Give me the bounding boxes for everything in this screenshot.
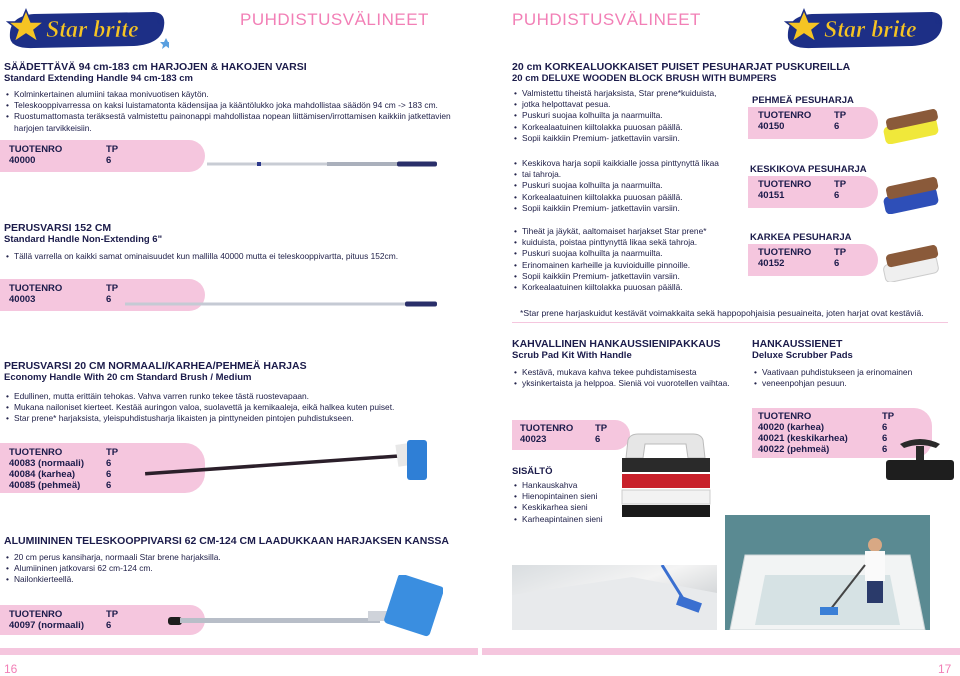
bullet: • Puskuri suojaa kolhuilta ja naarmuilta. <box>522 110 747 121</box>
col-code-header: TUOTENRO <box>758 247 812 258</box>
contents-item: • Hankauskahva <box>522 480 603 491</box>
bullet: • 20 cm perus kansiharja, normaali Star brene harjaksilla. <box>14 552 474 563</box>
section-subtitle: Scrub Pad Kit With Handle <box>512 350 632 361</box>
section-subtitle: Standard Extending Handle 94 cm-183 cm <box>4 73 194 84</box>
col-code-header: TUOTENRO <box>758 179 812 190</box>
product-tp: 6 <box>106 155 112 166</box>
bullet: • Tällä varrella on kaikki samat ominaisuudet kun mallilla 40000 mutta ei teleskooppivartta, pituus 152cm. <box>14 251 474 262</box>
standard-handle-image <box>125 295 440 313</box>
product-tp: 6 <box>106 620 112 631</box>
product-table-40151 <box>748 176 878 208</box>
section-wooden-brushes <box>512 61 952 84</box>
bullets-stiff-brush <box>512 226 747 293</box>
col-tp-header: TP <box>106 283 119 294</box>
bullet: • Star prene* harjaksista, yleispuhdistusharja likaisten ja pinttyneiden pintojen puhdistukseen. <box>14 413 474 424</box>
bullet: • Tiheät ja jäykät, aaltomaiset harjakset Star prene* <box>522 226 747 237</box>
soft-brush-image <box>880 104 942 149</box>
bullet-continuation: • jotka helpottavat pesua. <box>522 99 747 110</box>
bullet: • Puskuri suojaa kolhuilta ja naarmuilta. <box>522 180 747 191</box>
product-tp: 6 <box>595 434 601 445</box>
bullet-continuation: • tai tahroja. <box>522 169 747 180</box>
svg-text:®: ® <box>157 17 163 26</box>
section-economy-handle <box>4 360 474 425</box>
star-brite-logo-right <box>782 4 947 54</box>
section-subtitle: Standard Handle Non-Extending 6" <box>4 234 163 245</box>
col-code-header: TUOTENRO <box>758 110 812 121</box>
stiff-brush-image <box>880 240 942 287</box>
star-prene-note: *Star prene harjaskuidut kestävät voimakkaita sekä happopohjaisia pesuaineita, joten harjat ovat kestäviä. <box>520 308 924 318</box>
bullet: • Keskikova harja sopii kaikkialle jossa pinttynyttä likaa <box>522 158 747 169</box>
product-label-soft: PEHMEÄ PESUHARJA <box>752 95 854 106</box>
col-code-header: TUOTENRO <box>758 411 812 422</box>
product-tp: 6 <box>834 121 840 132</box>
col-tp-header: TP <box>834 110 847 121</box>
bullet: • Vaativaan puhdistukseen ja erinomainen <box>762 367 952 378</box>
col-tp-header: TP <box>595 423 608 434</box>
product-code: 40083 (normaali) <box>9 458 84 469</box>
section-scrub-pad-kit <box>512 338 742 389</box>
product-code: 40003 <box>9 294 36 305</box>
contents-title: SISÄLTÖ <box>512 466 553 477</box>
product-code: 40000 <box>9 155 36 166</box>
contents-item: • Hienopintainen sieni <box>522 491 603 502</box>
bullet: • Sopii kaikkiin Premium- jatkettaviin varsiin. <box>522 133 747 144</box>
col-code-header: TUOTENRO <box>520 423 574 434</box>
product-tp: 6 <box>106 480 112 491</box>
section-standard-handle <box>4 222 474 262</box>
section-title: SÄÄDETTÄVÄ 94 cm-183 cm HARJOJEN & HAKOJEN VARSI <box>4 61 307 73</box>
section-subtitle: 20 cm DELUXE WOODEN BLOCK BRUSH WITH BUMPERS <box>512 73 777 84</box>
footer-rule-left <box>0 648 478 655</box>
product-table-40152 <box>748 244 878 276</box>
page-number-right: 17 <box>938 662 952 676</box>
bullet: • Sopii kaikkiin Premium- jatkettaviin varsiin. <box>522 271 747 282</box>
svg-text:®: ® <box>935 17 941 26</box>
col-code-header: TUOTENRO <box>9 447 63 458</box>
contents-item: • Karheapintainen sieni <box>522 514 603 525</box>
bullet: • Mukana nailoniset kierteet. Kestää auringon valoa, suolavettä ja kemikaaleja, eikä halkea kuten puiset. <box>14 402 474 413</box>
bullet: • Korkealaatuinen kiiltolakka puuosan päällä. <box>522 282 747 293</box>
col-tp-header: TP <box>106 609 119 620</box>
product-label-stiff: KARKEA PESUHARJA <box>750 232 852 243</box>
product-tp: 6 <box>106 294 112 305</box>
section-subtitle: Economy Handle With 20 cm Standard Brush / Medium <box>4 372 252 383</box>
product-code: 40023 <box>520 434 547 445</box>
product-code: 40022 (pehmeä) <box>758 444 830 455</box>
section-title: PERUSVARSI 20 CM NORMAALI/KARHEA/PEHMEÄ HARJAS <box>4 360 307 372</box>
section-title: ALUMIININEN TELESKOOPPIVARSI 62 CM-124 CM LAADUKKAAN HARJAKSEN KANSSA <box>4 535 449 547</box>
section-title: 20 cm KORKEALUOKKAISET PUISET PESUHARJAT PUSKUREILLA <box>512 61 851 73</box>
star-brite-logo-left <box>4 4 169 54</box>
bullets-medium-brush <box>512 158 747 214</box>
section-title: HANKAUSSIENET <box>752 338 843 350</box>
col-tp-header: TP <box>834 179 847 190</box>
product-tp: 6 <box>882 433 888 444</box>
bullet: • Kolminkertainen alumiini takaa monivuotisen käytön. <box>14 89 474 100</box>
boat-cleaning-photo <box>725 515 930 630</box>
product-table-40023 <box>512 420 630 450</box>
section-extending-handle <box>4 61 474 134</box>
bullets-soft-brush <box>512 88 747 144</box>
product-tp: 6 <box>106 469 112 480</box>
col-code-header: TUOTENRO <box>9 144 63 155</box>
bullet: • Ruostumattomasta teräksestä valmistettu painonappi mahdollistaa nopean liittämisen/irrottamisen kaikkiin jatkettavien <box>14 111 474 122</box>
col-tp-header: TP <box>882 411 895 422</box>
page-number-left: 16 <box>4 662 18 676</box>
product-code: 40151 <box>758 190 785 201</box>
product-code: 40020 (karhea) <box>758 422 825 433</box>
bullet: • Kestävä, mukava kahva tekee puhdistamisesta <box>522 367 742 378</box>
col-tp-header: TP <box>106 447 119 458</box>
product-code: 40084 (karhea) <box>9 469 76 480</box>
bullet: • Alumiininen jatkovarsi 62 cm-124 cm. <box>14 563 474 574</box>
col-tp-header: TP <box>106 144 119 155</box>
section-scrubber-pads <box>752 338 952 389</box>
economy-brush-image <box>145 436 430 501</box>
product-code: 40085 (pehmeä) <box>9 480 81 491</box>
scrub-pad-kit-image <box>618 430 713 525</box>
aluminium-brush-image <box>168 575 443 645</box>
bullet-continuation: harjojen tarvikkeisiin. <box>14 122 92 133</box>
scrubber-pad-image <box>880 432 960 492</box>
product-code: 40152 <box>758 258 785 269</box>
section-subtitle: Deluxe Scrubber Pads <box>752 350 853 361</box>
col-code-header: TUOTENRO <box>9 609 63 620</box>
bullet: • Nailonkierteellä. <box>14 574 474 585</box>
bullet: • Erinomainen karheille ja kuvioiduille pinnoille. <box>522 260 747 271</box>
product-tp: 6 <box>882 422 888 433</box>
product-label-medium: KESKIKOVA PESUHARJA <box>750 164 867 175</box>
product-tp: 6 <box>106 458 112 469</box>
telescopic-handle-image <box>207 155 439 173</box>
col-code-header: TUOTENRO <box>9 283 63 294</box>
product-table-40150 <box>748 107 878 139</box>
footer-rule-right <box>482 648 960 655</box>
divider <box>512 322 948 323</box>
bullet: • Puskuri suojaa kolhuilta ja naarmuilta. <box>522 248 747 259</box>
bullet: • Valmistettu tiheistä harjaksista, Star prene*kuiduista, <box>522 88 747 99</box>
bullet: • Korkealaatuinen kiiltolakka puuosan päällä. <box>522 192 747 203</box>
medium-brush-image <box>880 172 942 219</box>
bullet-continuation: • kuiduista, poistaa pinttynyttä likaa sekä tahroja. <box>522 237 747 248</box>
section-title: KAHVALLINEN HANKAUSSIENIPAKKAUS <box>512 338 721 350</box>
bullet-continuation: • yksinkertaista ja helppoa. Sieniä voi vuorotellen vaihtaa. <box>522 378 742 389</box>
page-title-left: PUHDISTUSVÄLINEET <box>240 10 429 29</box>
product-table-40000 <box>0 140 205 172</box>
contents-block <box>512 466 603 525</box>
product-code: 40150 <box>758 121 785 132</box>
product-tp: 6 <box>882 444 888 455</box>
bullet-continuation: • veneenpohjan pesuun. <box>762 378 952 389</box>
product-tp: 6 <box>834 190 840 201</box>
product-code: 40021 (keskikarhea) <box>758 433 848 444</box>
product-tp: 6 <box>834 258 840 269</box>
product-code: 40097 (normaali) <box>9 620 84 631</box>
bullet: • Edullinen, mutta erittäin tehokas. Vahva varren runko tekee tästä ruostevapaan. <box>14 391 474 402</box>
bullet: • Korkealaatuinen kiiltolakka puuosan päällä. <box>522 122 747 133</box>
svg-text:Star brite: Star brite <box>824 17 917 43</box>
col-tp-header: TP <box>834 247 847 258</box>
contents-item: • Keskikarhea sieni <box>522 502 603 513</box>
svg-text:Star brite: Star brite <box>46 17 139 43</box>
page-title-right: PUHDISTUSVÄLINEET <box>512 10 701 29</box>
boat-deck-photo <box>512 565 717 630</box>
section-title: PERUSVARSI 152 CM <box>4 222 112 234</box>
bullet: • Sopii kaikkiin Premium- jatkettaviin varsiin. <box>522 203 747 214</box>
bullet: • Teleskooppivarressa on kaksi luistamatonta kädensijaa ja kääntölukko joka mahdollistaa säädön 94 cm -> 183 cm. <box>14 100 474 111</box>
